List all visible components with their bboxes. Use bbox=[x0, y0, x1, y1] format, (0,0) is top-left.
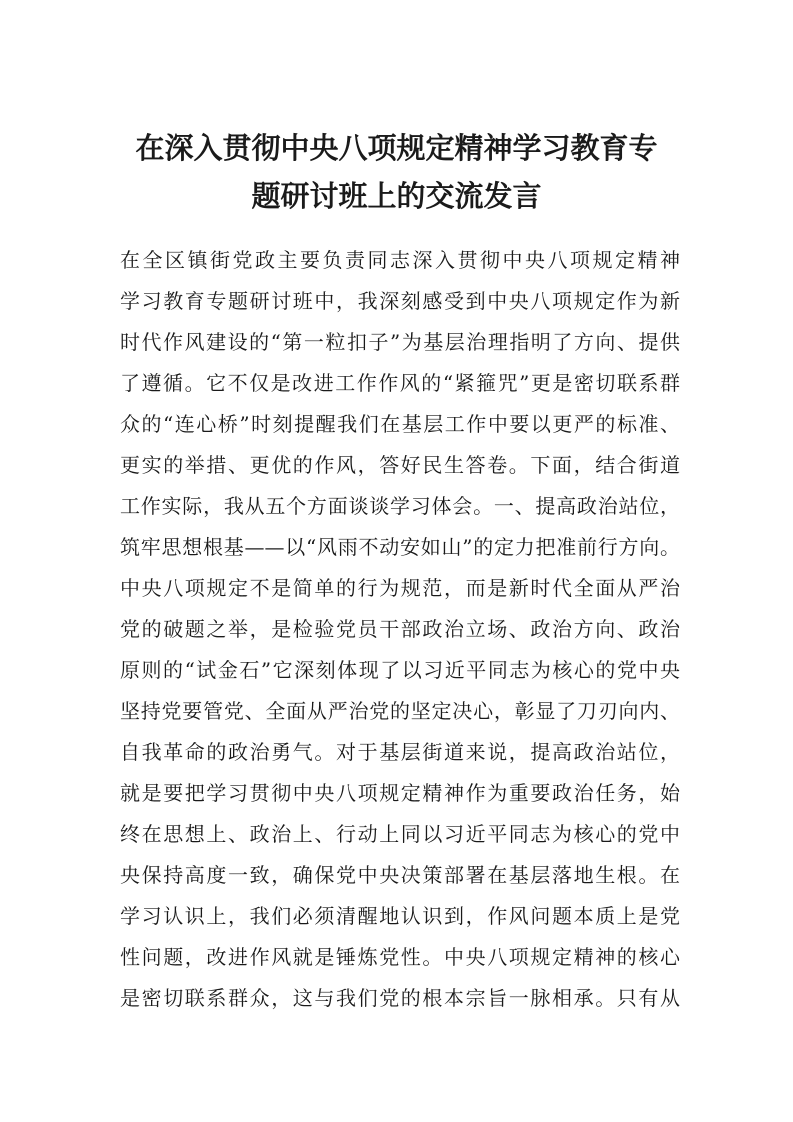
body-line: 了遵循。它不仅是改进工作作风的“紧箍咒”更是密切联系群 bbox=[120, 371, 680, 395]
body-line: 中央八项规定不是简单的行为规范，而是新时代全面从严治 bbox=[120, 576, 680, 600]
body-line: 是密切联系群众，这与我们党的根本宗旨一脉相承。只有从 bbox=[120, 986, 680, 1010]
body-line: 自我革命的政治勇气。对于基层街道来说，提高政治站位， bbox=[120, 740, 680, 764]
body-line: 众的“连心桥”时刻提醒我们在基层工作中要以更严的标准、 bbox=[120, 412, 680, 436]
body-line: 党的破题之举，是检验党员干部政治立场、政治方向、政治 bbox=[120, 617, 680, 641]
body-line: 就是要把学习贯彻中央八项规定精神作为重要政治任务，始 bbox=[120, 781, 680, 805]
body-line: 学习认识上，我们必须清醒地认识到，作风问题本质上是党 bbox=[120, 904, 680, 928]
body-line: 筑牢思想根基——以“风雨不动安如山”的定力把准前行方向。 bbox=[120, 535, 680, 559]
body-line: 工作实际，我从五个方面谈谈学习体会。一、提高政治站位， bbox=[120, 494, 680, 518]
body-line: 原则的“试金石”它深刻体现了以习近平同志为核心的党中央 bbox=[120, 658, 680, 682]
body-line: 央保持高度一致，确保党中央决策部署在基层落地生根。在 bbox=[120, 863, 680, 887]
body-line: 在全区镇街党政主要负责同志深入贯彻中央八项规定精神 bbox=[120, 248, 680, 272]
body-line: 时代作风建设的“第一粒扣子”为基层治理指明了方向、提供 bbox=[120, 330, 680, 354]
body-line: 学习教育专题研讨班中，我深刻感受到中央八项规定作为新 bbox=[120, 289, 680, 313]
document-title-line-2: 题研讨班上的交流发言 bbox=[251, 179, 542, 213]
body-line: 终在思想上、政治上、行动上同以习近平同志为核心的党中 bbox=[120, 822, 680, 846]
document-title-line-1: 在深入贯彻中央八项规定精神学习教育专 bbox=[135, 131, 658, 165]
body-line: 更实的举措、更优的作风，答好民生答卷。下面，结合街道 bbox=[120, 453, 680, 477]
body-line: 坚持党要管党、全面从严治党的坚定决心，彰显了刀刃向内、 bbox=[120, 699, 680, 723]
body-line: 性问题，改进作风就是锤炼党性。中央八项规定精神的核心 bbox=[120, 945, 680, 969]
